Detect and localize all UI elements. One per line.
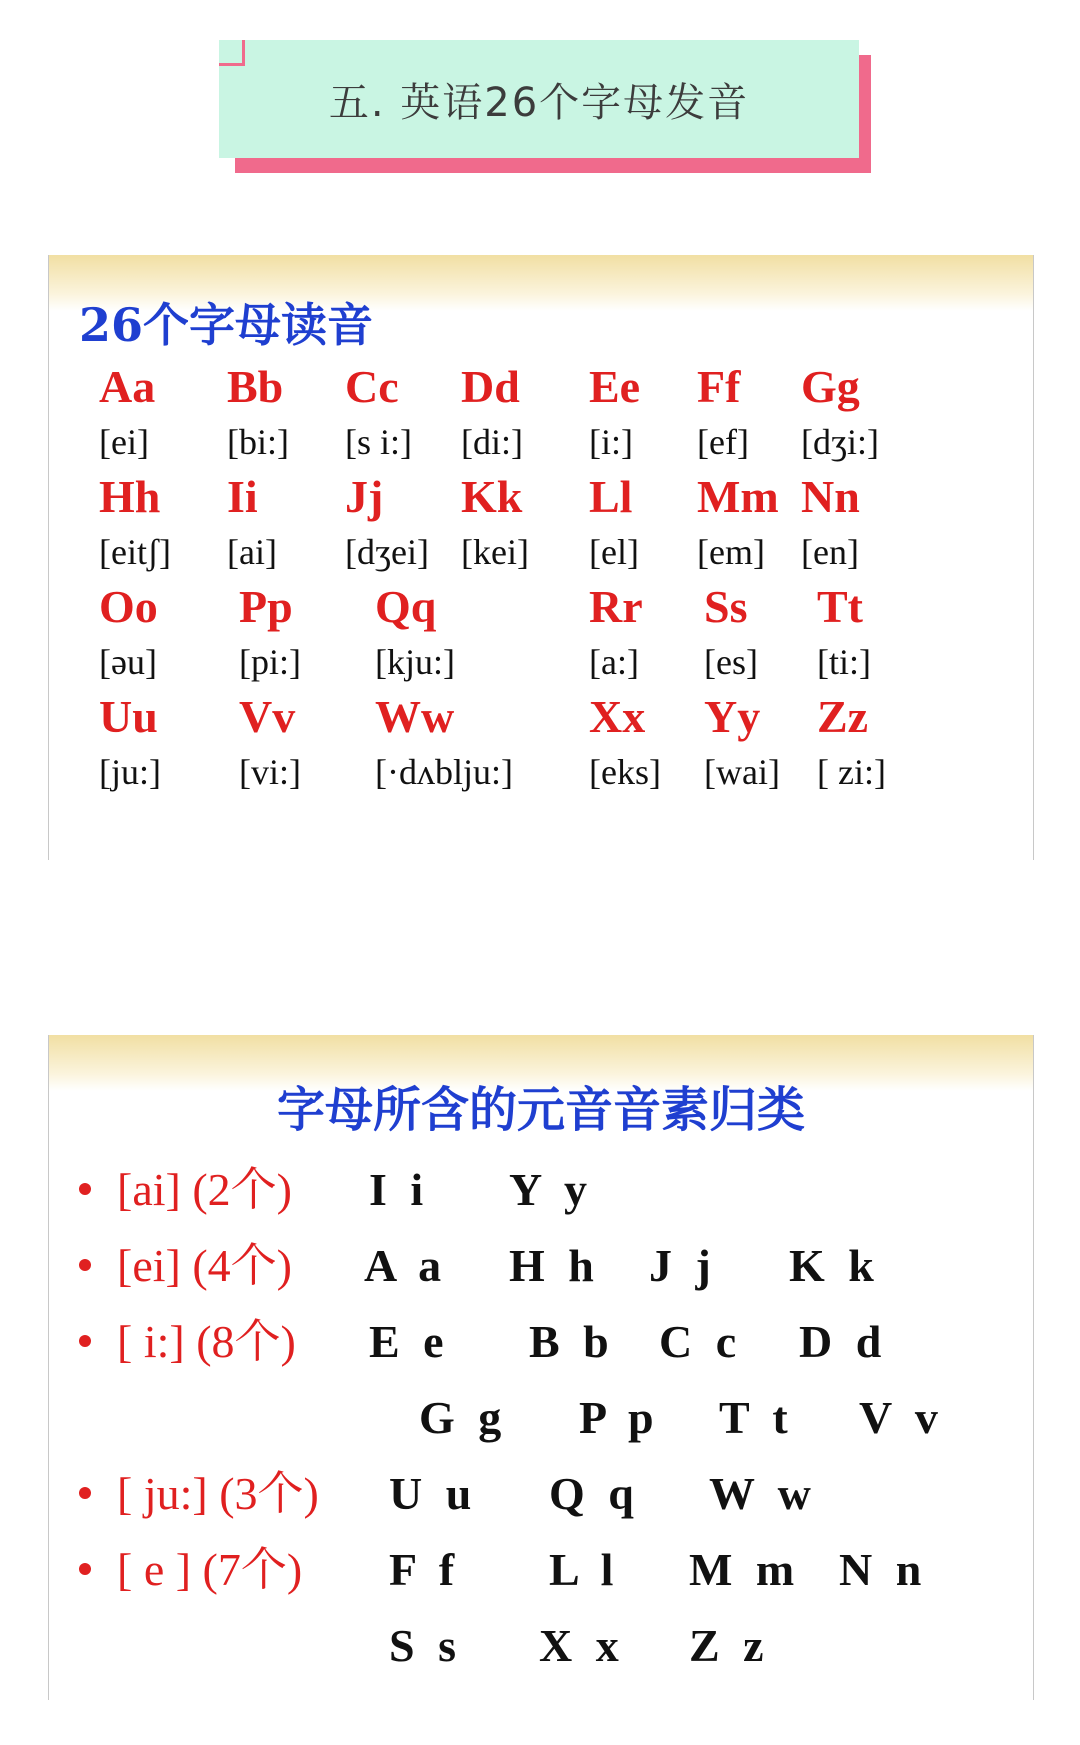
vowel-label: [ i:] (8个) <box>117 1316 296 1367</box>
letter-pair: Kk <box>461 471 523 522</box>
letter-pair: Aa <box>99 361 156 412</box>
letter-pair: Y y <box>509 1164 594 1215</box>
vowel-label: [ei] (4个) <box>117 1240 292 1291</box>
letter-pair: Pp <box>239 581 293 632</box>
letter-cell <box>99 579 239 689</box>
phonetic-transcription: [dʒi:] <box>801 422 879 462</box>
phonetic-transcription: [el] <box>589 532 639 572</box>
phonetic-transcription: [bi:] <box>227 422 289 462</box>
letter-pair: Nn <box>801 471 860 522</box>
letter-pair: Vv <box>239 691 296 742</box>
bullet-icon <box>79 1487 91 1499</box>
letter-pair: Rr <box>589 581 643 632</box>
letter-pair: Qq <box>375 581 437 632</box>
letter-pair: K k <box>789 1240 880 1291</box>
letter-pair: C c <box>659 1316 743 1367</box>
letter-pair: S s <box>389 1620 462 1671</box>
letter-pair: Mm <box>697 471 779 522</box>
phonetic-transcription: [s i:] <box>345 422 412 462</box>
letter-pair: D d <box>799 1316 888 1367</box>
letter-pair: F f <box>389 1544 461 1595</box>
letter-pair: U u <box>389 1468 478 1519</box>
letter-cell <box>239 579 379 689</box>
letter-cell <box>817 689 957 799</box>
letter-pair: P p <box>579 1392 660 1443</box>
alphabet-slide-title: 26个字母读音 <box>79 298 374 352</box>
phonetic-transcription: [ai] <box>227 532 277 572</box>
letter-pair: Bb <box>227 361 284 412</box>
phonetic-transcription: [ti:] <box>817 642 871 682</box>
letter-pair: M m <box>689 1544 801 1595</box>
letter-pair: Gg <box>801 361 860 412</box>
letter-pair: Cc <box>345 361 399 412</box>
letter-pair: Q q <box>549 1468 640 1519</box>
letter-pair: Jj <box>345 471 384 522</box>
letter-pair: Xx <box>589 691 646 742</box>
letter-pair: Oo <box>99 581 158 632</box>
letter-cell <box>801 359 941 469</box>
letter-pair: Yy <box>704 691 761 742</box>
letter-pair: T t <box>719 1392 794 1443</box>
phonetic-transcription: [ zi:] <box>817 752 886 792</box>
letter-pair: Uu <box>99 691 158 742</box>
vowel-group-row <box>79 1231 1029 1301</box>
letter-cell <box>99 689 239 799</box>
letter-pair: X x <box>539 1620 625 1671</box>
letter-cell <box>375 579 515 689</box>
vowel-group-row <box>79 1535 1029 1605</box>
phonetic-transcription: [di:] <box>461 422 523 462</box>
letter-pair: B b <box>529 1316 615 1367</box>
letter-pair: H h <box>509 1240 600 1291</box>
bullet-icon <box>79 1183 91 1195</box>
phonetic-transcription: [kei] <box>461 532 529 572</box>
phonetic-transcription: [i:] <box>589 422 633 462</box>
alphabet-slide <box>48 255 1034 860</box>
letter-pair: A a <box>364 1240 448 1291</box>
phonetic-transcription: [vi:] <box>239 752 301 792</box>
vowel-slide <box>48 1035 1034 1700</box>
letter-pair: Hh <box>99 471 161 522</box>
letter-pair: Ee <box>589 361 641 412</box>
letter-pair: W w <box>709 1468 817 1519</box>
letter-pair: Dd <box>461 361 520 412</box>
letter-pair: N n <box>839 1544 928 1595</box>
bullet-icon <box>79 1563 91 1575</box>
letter-cell <box>99 359 239 469</box>
letter-pair: G g <box>419 1392 508 1443</box>
bullet-icon <box>79 1335 91 1347</box>
letter-cell <box>375 689 515 799</box>
phonetic-transcription: [em] <box>697 532 765 572</box>
phonetic-transcription: [pi:] <box>239 642 301 682</box>
vowel-group-row <box>79 1459 1029 1529</box>
letter-cell <box>239 689 379 799</box>
phonetic-transcription: [wai] <box>704 752 780 792</box>
vowel-slide-title: 字母所含的元音音素归类 <box>276 1082 805 1138</box>
phonetic-transcription: [·dʌblju:] <box>375 752 513 792</box>
letter-pair: Ii <box>227 471 258 522</box>
phonetic-transcription: [es] <box>704 642 758 682</box>
letter-pair: Ww <box>375 691 455 742</box>
letter-cell <box>801 469 941 579</box>
phonetic-transcription: [ei] <box>99 422 149 462</box>
phonetic-transcription: [eks] <box>589 752 661 792</box>
phonetic-transcription: [dʒei] <box>345 532 429 572</box>
letter-pair: Ff <box>697 361 741 412</box>
letter-pair: I i <box>369 1164 430 1215</box>
letter-pair: Ss <box>704 581 748 632</box>
vowel-label: [ ju:] (3个) <box>117 1468 319 1519</box>
letter-pair: E e <box>369 1316 450 1367</box>
bullet-icon <box>79 1259 91 1271</box>
phonetic-transcription: [kju:] <box>375 642 455 682</box>
letter-pair: Z z <box>689 1620 770 1671</box>
vowel-label: [ e ] (7个) <box>117 1544 303 1595</box>
banner-corner-mark <box>219 40 245 66</box>
letter-pair: L l <box>549 1544 620 1595</box>
letter-pair: Ll <box>589 471 633 522</box>
vowel-label: [ai] (2个) <box>117 1164 292 1215</box>
phonetic-transcription: [a:] <box>589 642 639 682</box>
phonetic-transcription: [eitʃ] <box>99 532 171 572</box>
vowel-group-row <box>79 1307 1029 1377</box>
letter-cell <box>99 469 239 579</box>
phonetic-transcription: [ef] <box>697 422 749 462</box>
letter-cell <box>461 359 601 469</box>
letter-pair: V v <box>859 1392 944 1443</box>
letter-pair: J j <box>649 1240 717 1291</box>
phonetic-transcription: [en] <box>801 532 859 572</box>
vowel-group-row <box>79 1611 1029 1681</box>
vowel-group-row <box>79 1383 1029 1453</box>
vowel-group-row <box>79 1155 1029 1225</box>
section-title: 五. 英语26个字母发音 <box>328 79 750 126</box>
letter-cell <box>817 579 957 689</box>
letter-pair: Tt <box>817 581 863 632</box>
section-banner <box>219 40 859 158</box>
phonetic-transcription: [əu] <box>99 642 157 682</box>
letter-pair: Zz <box>817 691 869 742</box>
letter-cell <box>461 469 601 579</box>
phonetic-transcription: [ju:] <box>99 752 161 792</box>
